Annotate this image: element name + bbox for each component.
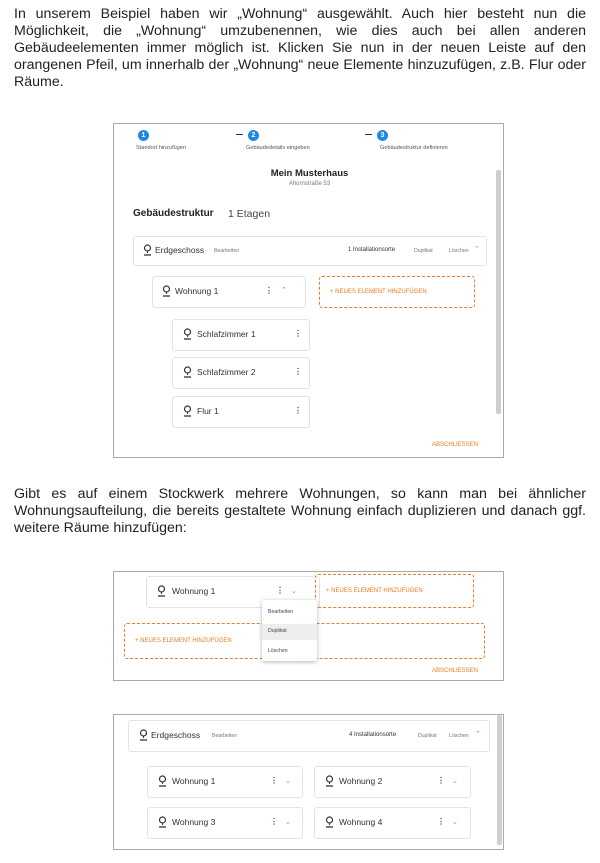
room-row[interactable] <box>172 396 310 428</box>
location-pin-icon <box>158 816 167 828</box>
location-pin-icon <box>139 729 148 741</box>
apartment-name: Wohnung 3 <box>172 817 216 827</box>
close-button[interactable]: ABSCHLIESSEN <box>432 442 479 448</box>
step-3-badge: 3 <box>377 130 388 141</box>
apartment-name: Wohnung 1 <box>172 586 216 596</box>
location-pin-icon <box>183 366 192 378</box>
room-name: Flur 1 <box>197 406 219 416</box>
location-pin-icon <box>157 585 166 597</box>
apartment-row[interactable] <box>147 766 303 798</box>
menu-item-duplicate[interactable]: Duplikat <box>268 628 287 634</box>
chevron-up-icon[interactable]: ⌃ <box>474 246 480 253</box>
duplicate-menu-screenshot <box>113 571 504 681</box>
step-divider <box>236 134 243 135</box>
apartment-name: Wohnung 2 <box>339 776 383 786</box>
floor-edit-link[interactable]: Bearbeiten <box>214 248 240 254</box>
intro-paragraph: In unserem Beispiel haben wir „Wohnung“ ausgewählt. Auch hier besteht nun die Möglichkeit, die „Wohnung“ umzubenennen, wie dies auch bei allen anderen Gebäudeelementen immer möglich ist. Klicken Sie nun in der neuen Leiste auf den orangenen Pfeil, um innerhalb der „Wohnung“ neue Elemente hinzuzufügen, z.B. Flur oder Räume. <box>14 6 586 90</box>
more-options-icon[interactable]: ⋮ <box>294 367 301 376</box>
step-1-badge: 1 <box>138 130 149 141</box>
step-divider <box>365 134 372 135</box>
chevron-up-icon[interactable]: ⌃ <box>475 731 481 738</box>
location-pin-icon <box>183 405 192 417</box>
step-1-label: Standort hinzufügen <box>136 145 187 151</box>
room-row[interactable] <box>172 357 310 389</box>
add-element-label: + NEUES ELEMENT HINZUFÜGEN <box>330 289 427 295</box>
chevron-down-icon[interactable]: ⌄ <box>285 778 291 785</box>
more-options-icon[interactable]: ⋮ <box>437 776 444 785</box>
step-2-badge: 2 <box>248 130 259 141</box>
location-pin-icon <box>158 775 167 787</box>
duplicate-paragraph: Gibt es auf einem Stockwerk mehrere Wohnungen, so kann man bei ähnlicher Wohnungsaufteilung, die bereits gestaltete Wohnung einfach duplizieren und danach ggf. weitere Räume hinzufügen: <box>14 486 586 536</box>
floor-delete-link[interactable]: Löschen <box>449 733 469 739</box>
apartment-name: Wohnung 1 <box>172 776 216 786</box>
more-options-icon[interactable]: ⋮ <box>276 586 283 595</box>
location-pin-icon <box>325 816 334 828</box>
apartment-row[interactable] <box>147 807 303 839</box>
more-options-icon[interactable]: ⋮ <box>265 286 272 295</box>
structure-screenshot <box>113 123 504 458</box>
floor-duplicate-link[interactable]: Duplikat <box>414 248 433 254</box>
floor-delete-link[interactable]: Löschen <box>449 248 469 254</box>
structure-count: 1 Etagen <box>228 208 271 220</box>
step-2-label: Gebäudedetails eingeben <box>246 145 310 151</box>
apartment-name: Wohnung 4 <box>339 817 383 827</box>
room-name: Schlafzimmer 1 <box>197 329 256 339</box>
floor-install-count: 4 Installationsorte <box>349 732 397 738</box>
options-menu <box>262 600 317 661</box>
more-options-icon[interactable]: ⋮ <box>270 776 277 785</box>
room-name: Schlafzimmer 2 <box>197 367 256 377</box>
floor-edit-link[interactable]: Bearbeiten <box>212 733 238 739</box>
location-pin-icon <box>143 244 152 256</box>
location-pin-icon <box>162 285 171 297</box>
more-options-icon[interactable]: ⋮ <box>270 817 277 826</box>
step-3-label: Gebäudestruktur definieren <box>380 145 448 151</box>
structure-title: Gebäudestruktur <box>133 208 214 219</box>
more-options-icon[interactable]: ⋮ <box>294 406 301 415</box>
apartment-row[interactable] <box>152 276 306 308</box>
chevron-down-icon[interactable]: ⌄ <box>452 778 458 785</box>
floor-name: Erdgeschoss <box>151 730 201 740</box>
floor-name: Erdgeschoss <box>155 245 205 255</box>
chevron-down-icon[interactable]: ⌄ <box>452 819 458 826</box>
floor-install-count: 1 Installationsorte <box>348 247 396 253</box>
menu-item-delete[interactable]: Löschen <box>268 648 288 654</box>
chevron-down-icon[interactable]: ⌄ <box>291 588 297 595</box>
menu-item-edit[interactable]: Bearbeiten <box>268 609 294 615</box>
house-address: Ahornstraße 53 <box>288 181 331 187</box>
scrollbar[interactable] <box>496 170 501 414</box>
house-name: Mein Musterhaus <box>270 168 349 179</box>
chevron-down-icon[interactable]: ⌄ <box>285 819 291 826</box>
add-element-button[interactable] <box>319 276 475 308</box>
add-element-label: + NEUES ELEMENT HINZUFÜGEN <box>326 588 423 594</box>
chevron-up-icon[interactable]: ⌃ <box>281 287 287 294</box>
floor-row[interactable] <box>128 720 490 752</box>
floor-row[interactable] <box>133 236 487 266</box>
add-element-label: + NEUES ELEMENT HINZUFÜGEN <box>135 638 232 644</box>
scrollbar[interactable] <box>497 715 502 845</box>
more-options-icon[interactable]: ⋮ <box>294 329 301 338</box>
apartment-row[interactable] <box>314 766 471 798</box>
floor-duplicate-link[interactable]: Duplikat <box>418 733 437 739</box>
duplicated-apartments-screenshot <box>113 714 504 850</box>
location-pin-icon <box>325 775 334 787</box>
add-element-button[interactable] <box>315 574 474 608</box>
apartment-name: Wohnung 1 <box>175 286 219 296</box>
location-pin-icon <box>183 328 192 340</box>
close-button[interactable]: ABSCHLIESSEN <box>432 668 479 674</box>
apartment-row[interactable] <box>314 807 471 839</box>
room-row[interactable] <box>172 319 310 351</box>
more-options-icon[interactable]: ⋮ <box>437 817 444 826</box>
